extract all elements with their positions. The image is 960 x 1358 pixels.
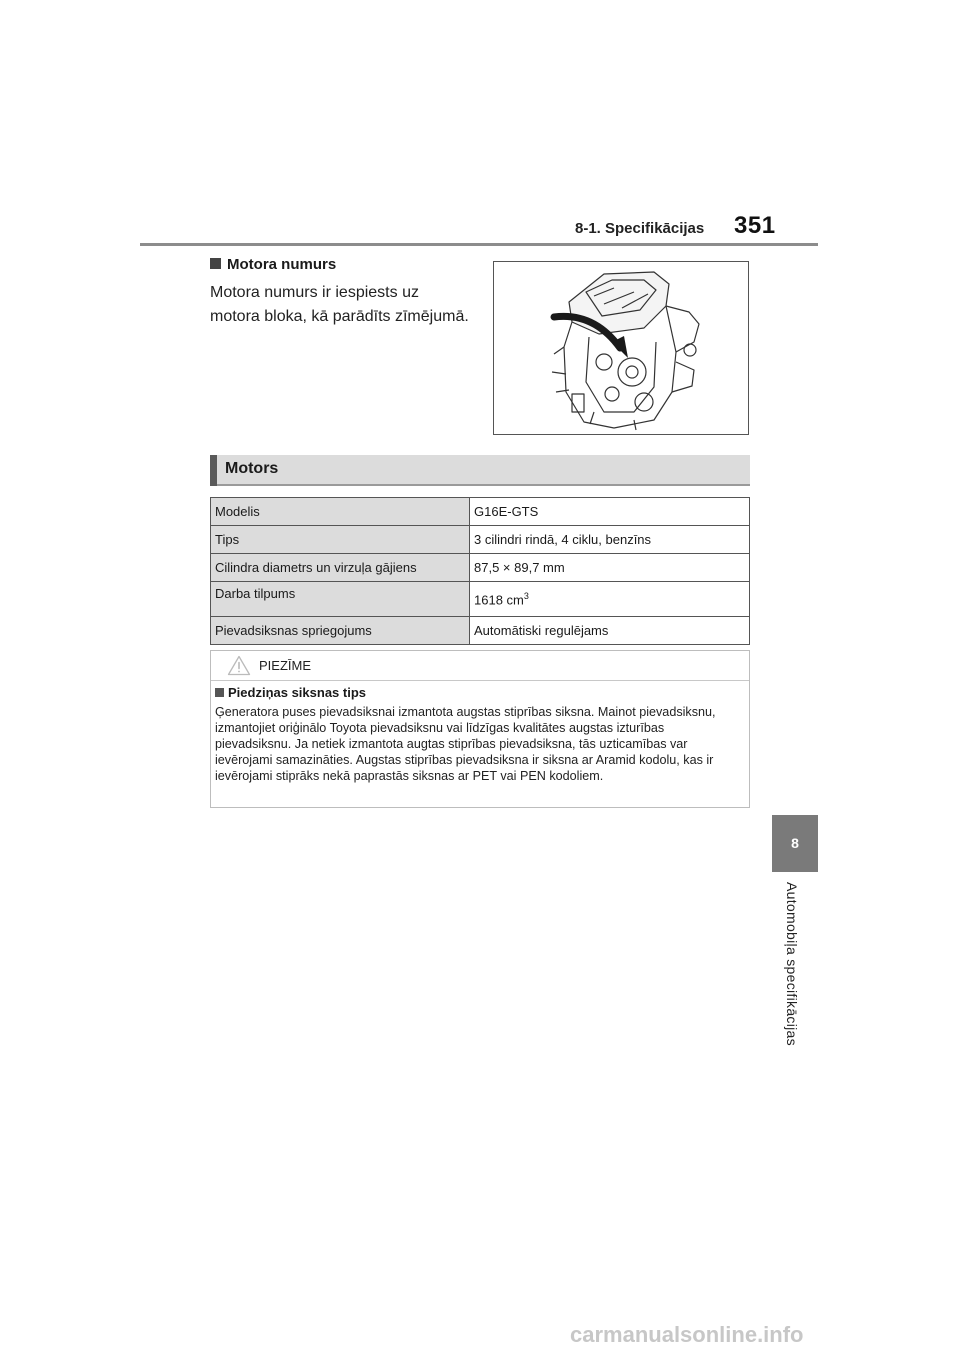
header-rule: [140, 243, 818, 246]
chapter-tab[interactable]: [772, 815, 818, 872]
spec-value: 87,5 × 89,7 mm: [470, 554, 750, 582]
chapter-title-vertical: Automobiļa specifikācijas: [784, 882, 800, 1046]
note-subheading: [215, 685, 366, 700]
table-row: [211, 554, 750, 582]
heading-accent-bar: [210, 455, 217, 486]
displacement-value: 1618 cm: [474, 592, 524, 608]
spec-value: Automātiski regulējams: [470, 617, 750, 645]
note-body-text: Ģeneratora puses pievadsiksnai izmantota augstas stiprības siksna. Mainot pievadsiksnu, izmantojiet oriģinālo Toyota pievadsiksnu vai līdzīgas kvalitātes augstas izturības pievadsiksnu. Ja netiek izmantota augtas stiprības pievadsiksna, tās uzticamības var ievērojami samazināties. Augstas stiprības pievadsiksna ir siksna ar Aramid kodolu, kas ir ievērojami stiprāks nekā paprastās siksnas ar PET vai PEN kodoliem.: [215, 705, 716, 783]
engine-number-heading-text: Motora numurs: [227, 256, 337, 273]
engine-illustration: [493, 261, 749, 435]
spec-value: 3 cilindri rindā, 4 ciklu, benzīns: [470, 526, 750, 554]
spec-label: Modelis: [211, 498, 470, 526]
engine-number-description: Motora numurs ir iespiests uz motora bloka, kā parādīts zīmējumā.: [210, 284, 469, 325]
note-header: [211, 651, 749, 681]
page-number: 351: [734, 212, 776, 239]
note-subheading-text: Piedziņas siksnas tips: [228, 685, 367, 700]
square-bullet-icon: [215, 688, 224, 697]
spec-value: [470, 582, 750, 617]
spec-label: Cilindra diametrs un virzuļa gājiens: [211, 554, 470, 582]
spec-label: Darba tilpums: [211, 582, 470, 617]
chapter-number: 8: [791, 835, 799, 851]
motors-section-heading: [210, 455, 750, 486]
table-row: [211, 617, 750, 645]
spec-value: G16E-GTS: [470, 498, 750, 526]
table-row: [211, 526, 750, 554]
warning-triangle-icon: [227, 655, 251, 676]
motors-heading-text: Motors: [225, 460, 279, 477]
spec-label: Tips: [211, 526, 470, 554]
superscript: 3: [523, 590, 529, 601]
note-box: [210, 650, 750, 808]
section-label: 8-1. Specifikācijas: [575, 220, 705, 237]
spec-label: Pievadsiksnas spriegojums: [211, 617, 470, 645]
engine-spec-table: [210, 497, 750, 645]
square-bullet-icon: [210, 258, 221, 269]
engine-drawing-icon: [494, 262, 748, 434]
table-row: [211, 582, 750, 617]
watermark: carmanualsonline.info: [570, 1322, 804, 1347]
engine-number-heading: [210, 256, 336, 273]
note-title: PIEZĪME: [259, 658, 312, 673]
table-row: [211, 498, 750, 526]
